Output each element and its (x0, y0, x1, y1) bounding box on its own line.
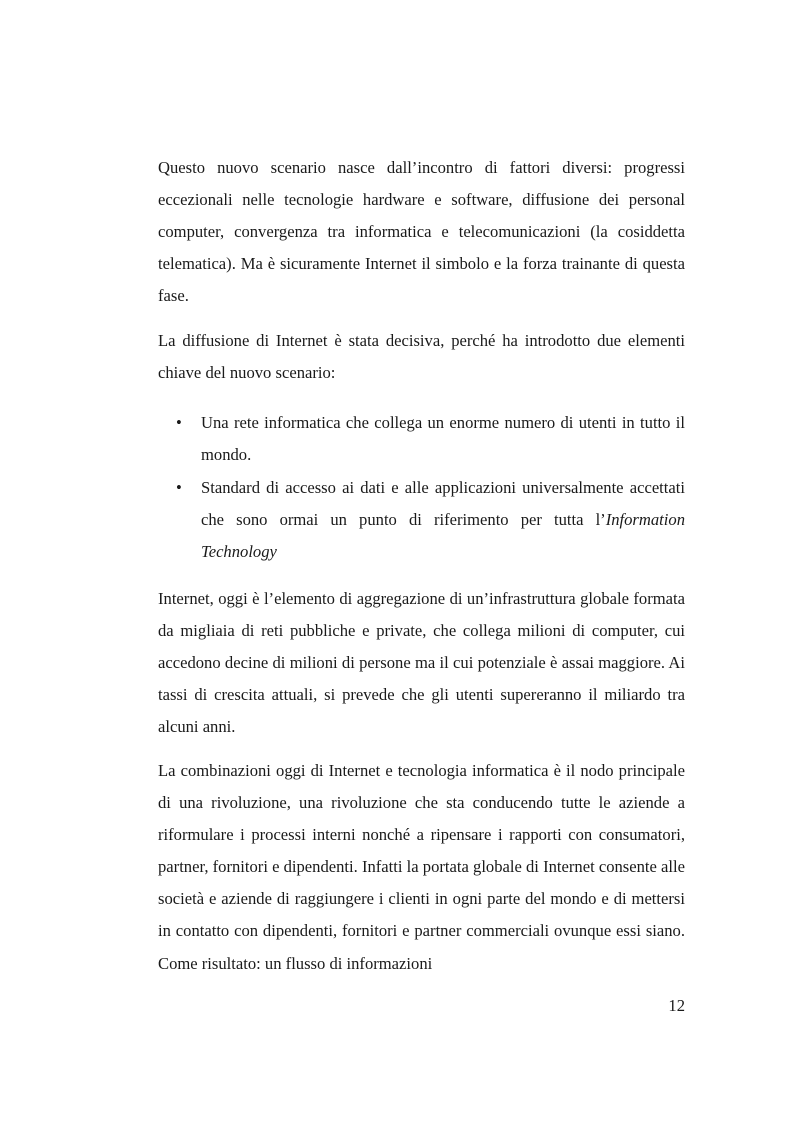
list-item (158, 407, 685, 471)
bullet-marker: • (176, 413, 182, 432)
paragraph-scenario: Questo nuovo scenario nasce dall’incontro di fattori diversi: progressi eccezionali nelle tecnologie hardware e software, diffusione dei personal computer, convergenza tra informatica e telecomunicazioni (la cosiddetta telematica). Ma è sicuramente Internet il simbolo e la forza trainante di questa fase. (158, 158, 685, 306)
bullet-text-standards-italic: Information Technology (201, 510, 685, 562)
page-number: 12 (668, 996, 685, 1015)
bullet-text-standards (201, 478, 685, 561)
paragraph-internet-today: Internet, oggi è l’elemento di aggregazione di un’infrastruttura globale formata da migliaia di reti pubbliche e private, che collega milioni di computer, cui accedono decine di milioni di persone ma il cui potenziale è assai maggiore. Ai tassi di crescita attuali, si prevede che gli utenti supereranno il miliardo tra alcuni anni. (158, 589, 685, 737)
bullet-list (158, 407, 685, 569)
bullet-text-network: Una rete informatica che collega un enorme numero di utenti in tutto il mondo. (201, 413, 685, 465)
bullet-text-standards-prefix: Standard di accesso ai dati e alle applicazioni universalmente accettati che sono ormai un punto di riferimento per tutta l’ (201, 478, 685, 530)
paragraph-revolution: La combinazioni oggi di Internet e tecnologia informatica è il nodo principale di una rivoluzione, una rivoluzione che sta conducendo tutte le aziende a riformulare i processi interni nonché a ripensare i rapporti con consumatori, partner, fornitori e dipendenti. Infatti la portata globale di Internet consente alle società e aziende di raggiungere i clienti in ogni parte del mondo e di mettersi in contatto con dipendenti, fornitori e partner commerciali ovunque essi siano. Come risultato: un flusso di informazioni (158, 761, 685, 973)
bullet-marker: • (176, 478, 182, 498)
list-item (158, 472, 685, 568)
paragraph-internet-diffusion: La diffusione di Internet è stata decisiva, perché ha introdotto due elementi chiave del nuovo scenario: (158, 331, 685, 383)
